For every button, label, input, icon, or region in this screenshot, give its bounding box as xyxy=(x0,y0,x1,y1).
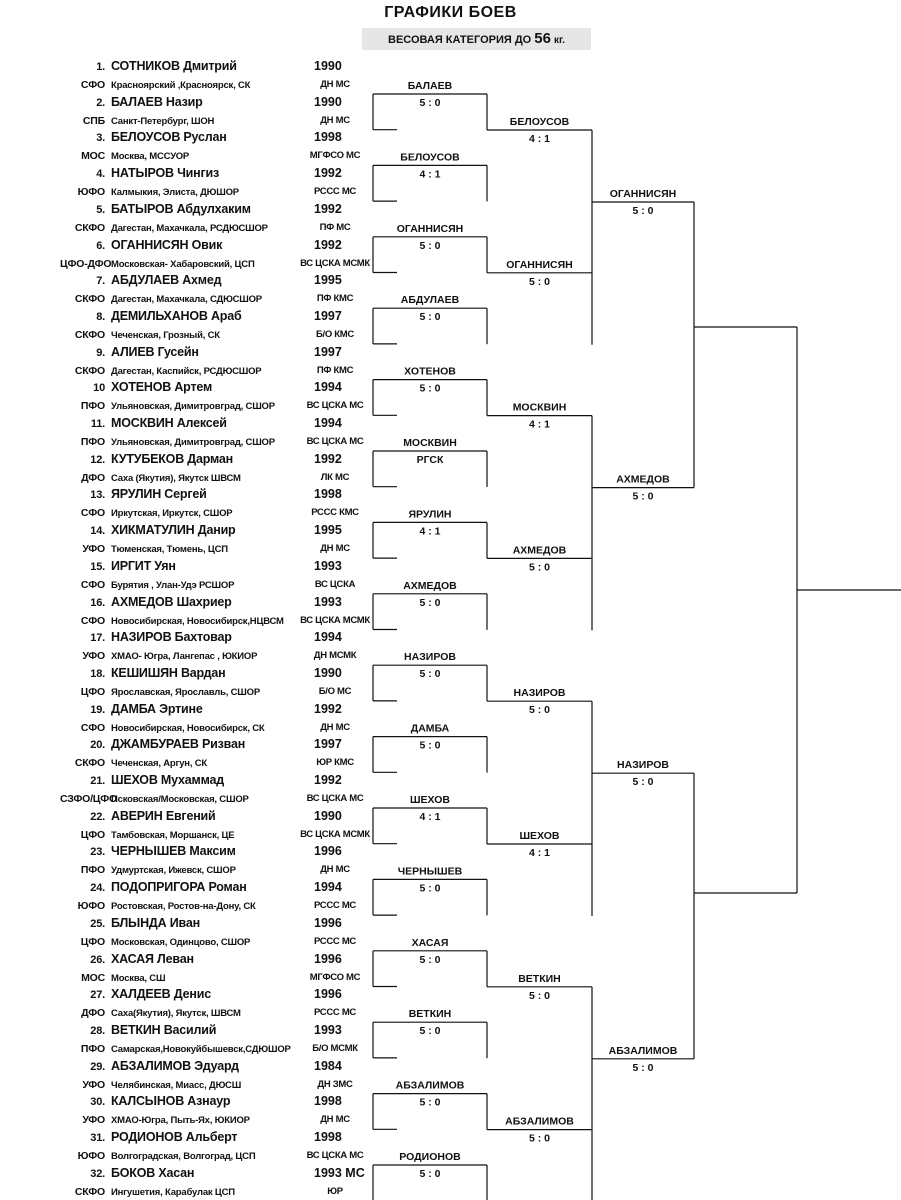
round3-score: 5 : 0 xyxy=(632,490,654,503)
round2-score: 4 : 1 xyxy=(528,847,551,859)
fighter-rank: РССС МС xyxy=(314,935,356,947)
weight-category-unit: кг. xyxy=(554,35,565,46)
fighter-club: ХМАО-Югра, Пыть-Ях, ЮКИОР xyxy=(111,1115,250,1127)
fighter-number: 20. xyxy=(90,739,105,752)
fighter-rank: ВС ЦСКА МС xyxy=(306,793,364,804)
fighter-rank: ВС ЦСКА МС xyxy=(306,436,364,447)
fighter-number: 5. xyxy=(96,203,105,216)
round3-winner: ОГАННИСЯН xyxy=(609,188,677,200)
fighter-region: ЦФО xyxy=(80,828,105,841)
fighter-year: 1990 xyxy=(314,665,342,680)
fighter-year: 1990 xyxy=(314,808,342,823)
fighter-fullname: АБДУЛАЕВ Ахмед xyxy=(111,273,222,288)
round1-score: 4 : 1 xyxy=(419,811,441,823)
fighter-year: 1993 xyxy=(314,558,342,573)
fighter-rank: ВС ЦСКА xyxy=(314,578,356,590)
fighter-club: Бурятия , Улан-Удэ РСШОР xyxy=(111,579,235,591)
fighter-fullname: ИРГИТ Уян xyxy=(111,558,176,573)
fighter-year: 1998 xyxy=(314,487,342,502)
fighter-year: 1997 xyxy=(314,344,342,359)
fighter-number: 28. xyxy=(90,1024,105,1037)
fighter-rank: РССС МС xyxy=(314,186,356,198)
fighter-club: Иркутская, Иркутск, СШОР xyxy=(111,508,233,520)
fighter-rank: ДН МС xyxy=(320,79,350,90)
fighter-fullname: БАЛАЕВ Назир xyxy=(111,94,203,109)
fighter-rank: РССС МС xyxy=(314,900,356,912)
fighter-fullname: ДЖАМБУРАЕВ Ризван xyxy=(111,737,246,752)
fighter-number: 26. xyxy=(90,953,105,966)
fighter-year: 1994 xyxy=(314,380,342,395)
fighter-number: 22. xyxy=(90,810,105,823)
fighter-fullname: ЯРУЛИН Сергей xyxy=(111,487,207,502)
round2-winner: ОГАННИСЯН xyxy=(506,258,573,271)
fighter-region: ДФО xyxy=(81,1007,105,1020)
round3-winner: НАЗИРОВ xyxy=(617,759,669,772)
fighter-fullname: ДЕМИЛЬХАНОВ Араб xyxy=(111,308,242,323)
fighter-region: ПФО xyxy=(80,400,105,413)
round1-winner: ЯРУЛИН xyxy=(408,508,452,521)
fighter-year: 1992 xyxy=(314,201,342,216)
fighter-year: 1992 xyxy=(314,237,342,252)
fighter-club: Калмыкия, Элиста, ДЮШОР xyxy=(111,187,239,199)
fighter-rank: ВС ЦСКА МСМК xyxy=(300,614,370,626)
round1-score: 5 : 0 xyxy=(419,382,441,395)
fighter-number: 3. xyxy=(96,132,105,145)
fighter-region: СФО xyxy=(80,721,105,734)
fighter-fullname: РОДИОНОВ Альберт xyxy=(111,1130,238,1144)
fighter-club: Самарская,Новокуйбышевск,СДЮШОР xyxy=(111,1043,291,1055)
fighter-number: 32. xyxy=(90,1167,105,1180)
fighter-rank: ДН МС xyxy=(320,543,350,555)
fighter-rank: МГФСО МС xyxy=(309,971,361,983)
fighter-number: 30. xyxy=(90,1096,105,1109)
round1-winner: АБДУЛАЕВ xyxy=(400,294,460,307)
fighter-number: 24. xyxy=(90,882,105,895)
fighter-club: Дагестан, Махачкала, РСДЮСШОР xyxy=(111,222,268,234)
fighter-rank: Б/О КМС xyxy=(316,328,354,340)
round1-winner: ОГАННИСЯН xyxy=(396,222,464,235)
fighter-fullname: СОТНИКОВ Дмитрий xyxy=(111,59,237,73)
fighter-number: 18. xyxy=(90,667,105,680)
fighter-number: 1. xyxy=(96,61,105,73)
fighter-fullname: БЛЫНДА Иван xyxy=(111,915,200,930)
fighter-region: СФО xyxy=(80,507,105,520)
fighter-number: 13. xyxy=(90,489,105,502)
round1-winner: ВЕТКИН xyxy=(408,1008,452,1021)
fighter-fullname: БАТЫРОВ Абдулхаким xyxy=(111,201,251,216)
round1-winner: ХОТЕНОВ xyxy=(404,365,456,378)
fighter-region: СПБ xyxy=(82,114,105,127)
fighter-region: ЦФО xyxy=(80,685,105,698)
fighter-year: 1992 xyxy=(314,451,342,466)
fighter-number: 6. xyxy=(96,239,105,252)
fighter-year: 1998 xyxy=(314,1094,342,1109)
fighter-number: 31. xyxy=(90,1132,105,1144)
fighter-club: Дагестан, Махачкала, СДЮСШОР xyxy=(111,294,262,306)
fighter-club: ХМАО- Югра, Лангепас , ЮКИОР xyxy=(111,651,258,663)
fighter-fullname: АХМЕДОВ Шахриер xyxy=(111,594,232,609)
fighter-rank: ДН МС xyxy=(320,721,350,733)
fighter-number: 7. xyxy=(96,275,105,288)
round1-score: 4 : 1 xyxy=(419,168,441,181)
fighter-club: Тюменская, Тюмень, ЦСП xyxy=(111,544,228,556)
round1-score: РГСК xyxy=(416,454,444,466)
fighter-number: 25. xyxy=(90,917,105,930)
fighter-year: 1996 xyxy=(314,844,342,859)
fighter-club: Тамбовская, Моршанск, ЦЕ xyxy=(111,829,235,841)
fighter-rank: ДН ЗМС xyxy=(317,1078,353,1090)
round1-score: 5 : 0 xyxy=(419,1168,441,1180)
fighter-region: УФО xyxy=(82,650,105,663)
round1-score: 5 : 0 xyxy=(419,953,441,966)
round2-score: 4 : 1 xyxy=(528,133,551,145)
fighter-fullname: АВЕРИН Евгений xyxy=(111,808,216,823)
round1-winner: РОДИОНОВ xyxy=(399,1151,461,1163)
round1-winner: ЧЕРНЫШЕВ xyxy=(397,865,463,878)
fighter-region: ЮФО xyxy=(77,1150,105,1162)
round1-score: 5 : 0 xyxy=(419,239,441,252)
fighter-number: 12. xyxy=(90,453,105,466)
fighter-year: 1992 xyxy=(314,701,342,716)
round1-score: 4 : 1 xyxy=(419,525,441,538)
fighter-region: СКФО xyxy=(74,757,105,770)
fighter-fullname: НАЗИРОВ Бахтовар xyxy=(111,630,232,645)
fighter-club: Чеченская, Грозный, СК xyxy=(111,329,220,341)
fighter-fullname: ХИКМАТУЛИН Данир xyxy=(111,523,236,538)
fighter-fullname: БЕЛОУСОВ Руслан xyxy=(111,130,227,145)
fighter-fullname: ХАЛДЕЕВ Денис xyxy=(111,987,211,1002)
fighter-number: 23. xyxy=(90,846,105,859)
fighter-region: ЦФО xyxy=(80,935,105,948)
fighter-fullname: ДАМБА Эртине xyxy=(111,701,203,716)
fighter-rank: ДН МС xyxy=(320,114,350,126)
fighter-number: 9. xyxy=(96,346,105,359)
fighter-year: 1998 xyxy=(314,130,342,145)
fighter-club: Чеченская, Аргун, СК xyxy=(111,758,207,770)
fighter-region: УФО xyxy=(82,543,105,556)
fighter-rank: ПФ КМС xyxy=(316,293,354,305)
fighter-club: Дагестан, Каспийск, РСДЮСШОР xyxy=(111,365,262,377)
fighter-fullname: ХАСАЯ Леван xyxy=(111,951,194,966)
fighter-region: ПФО xyxy=(80,436,105,448)
fighter-rank: РССС МС xyxy=(314,1007,356,1019)
weight-category-label: ВЕСОВАЯ КАТЕГОРИЯ ДО xyxy=(388,34,532,46)
fighter-fullname: АБЗАЛИМОВ Эдуард xyxy=(111,1058,239,1073)
fighter-club: Новосибирская, Новосибирск, СК xyxy=(111,722,265,734)
round1-winner: ХАСАЯ xyxy=(411,936,449,949)
fighter-region: СКФО xyxy=(74,364,105,377)
fighter-year: 1997 xyxy=(314,737,342,752)
fighter-region: СКФО xyxy=(74,328,105,341)
round2-score: 5 : 0 xyxy=(528,275,551,288)
fighter-number: 8. xyxy=(96,310,105,323)
fighter-club: Москва, МССУОР xyxy=(111,151,190,163)
fighter-year: 1994 xyxy=(314,416,342,430)
fighter-region: МОС xyxy=(81,971,105,984)
round1-score: 5 : 0 xyxy=(419,311,441,324)
fighter-rank: РССС КМС xyxy=(311,507,359,519)
fighter-year: 1990 xyxy=(314,59,342,73)
fighter-fullname: ПОДОПРИГОРА Роман xyxy=(111,880,247,895)
fighter-rank: ВС ЦСКА МСМК xyxy=(300,257,370,269)
fighter-year: 1995 xyxy=(314,273,342,288)
fighter-region: СКФО xyxy=(74,293,105,306)
round1-winner: БЕЛОУСОВ xyxy=(400,151,460,164)
fighter-year: 1997 xyxy=(314,308,342,323)
round2-score: 5 : 0 xyxy=(528,1132,551,1145)
fighter-year: 1990 xyxy=(314,94,342,109)
fighter-fullname: БОКОВ Хасан xyxy=(111,1165,195,1180)
fighter-club: Удмуртская, Ижевск, СШОР xyxy=(111,865,236,877)
fighter-rank: ЮР xyxy=(327,1185,343,1197)
fighter-fullname: ШЕХОВ Мухаммад xyxy=(111,773,224,787)
fighter-club: Москва, СШ xyxy=(111,972,166,984)
fighter-fullname: МОСКВИН Алексей xyxy=(111,416,227,430)
fighter-club: Новосибирская, Новосибирск,НЦВСМ xyxy=(111,615,284,627)
fighter-year: 1993 МС xyxy=(314,1165,365,1180)
round1-score: 5 : 0 xyxy=(419,97,441,109)
round2-winner: БЕЛОУСОВ xyxy=(509,116,570,128)
fighter-region: ЮФО xyxy=(77,900,105,913)
round1-winner: НАЗИРОВ xyxy=(404,651,456,664)
fighter-rank: ДН МСМК xyxy=(313,650,357,662)
fighter-club: Санкт-Петербург, ШОН xyxy=(111,115,215,127)
fighter-number: 29. xyxy=(90,1060,105,1073)
round3-score: 5 : 0 xyxy=(632,1061,654,1074)
round1-winner: ШЕХОВ xyxy=(409,794,451,806)
fighter-rank: ДН МС xyxy=(320,864,350,876)
fighter-fullname: КАЛСЫНОВ Азнаур xyxy=(111,1094,231,1109)
fighter-region: СФО xyxy=(80,578,105,591)
fighter-year: 1984 xyxy=(314,1058,342,1073)
round1-score: 5 : 0 xyxy=(419,1025,441,1038)
fighter-rank: Б/О МС xyxy=(318,685,352,697)
fighter-rank: ПФ КМС xyxy=(316,364,354,376)
fighter-year: 1998 xyxy=(314,1130,342,1144)
fighter-fullname: ОГАННИСЯН Овик xyxy=(111,237,223,252)
fighter-region: УФО xyxy=(82,1078,105,1091)
fighter-club: Московская- Хабаровский, ЦСП xyxy=(111,258,255,270)
fighter-year: 1993 xyxy=(314,1022,342,1037)
round2-score: 5 : 0 xyxy=(528,989,551,1002)
fighter-rank: ВС ЦСКА МС xyxy=(306,1150,364,1161)
fighter-number: 15. xyxy=(90,560,105,573)
round2-winner: ВЕТКИН xyxy=(518,972,561,985)
round1-winner: МОСКВИН xyxy=(403,437,457,449)
round2-score: 5 : 0 xyxy=(528,704,551,717)
fighter-rank: ВС ЦСКА МСМК xyxy=(300,828,370,840)
round1-score: 5 : 0 xyxy=(419,739,441,752)
fighter-region: СКФО xyxy=(74,1185,105,1198)
round1-winner: ДАМБА xyxy=(410,722,450,735)
fighter-club: Волгоградская, Волгоград, ЦСП xyxy=(111,1151,256,1162)
fighter-region: ЦФО-ДФО xyxy=(60,257,112,270)
fighter-year: 1995 xyxy=(314,523,342,538)
fighter-year: 1992 xyxy=(314,773,342,787)
fighter-region: СКФО xyxy=(74,221,105,234)
page-title: ГРАФИКИ БОЕВ xyxy=(384,4,517,21)
round3-winner: АХМЕДОВ xyxy=(616,473,670,486)
fighter-club: Челябинская, Миасс, ДЮСШ xyxy=(111,1079,242,1091)
fighter-club: Ульяновская, Димитровград, СШОР xyxy=(111,401,275,413)
fighter-year: 1994 xyxy=(314,880,342,895)
fighter-number: 19. xyxy=(90,703,105,716)
fighter-rank: ПФ МС xyxy=(319,221,351,233)
fighter-region: СЗФО/ЦФО xyxy=(60,793,118,805)
fighter-club: Ингушетия, Карабулак ЦСП xyxy=(111,1186,235,1198)
round1-score: 5 : 0 xyxy=(419,882,441,895)
fighter-fullname: КУТУБЕКОВ Дарман xyxy=(111,451,234,466)
fighter-rank: ДН МС xyxy=(320,1114,350,1126)
fighter-year: 1996 xyxy=(314,951,342,966)
fighter-fullname: НАТЫРОВ Чингиз xyxy=(111,166,220,181)
fighter-club: Саха(Якутия), Якутск, ШВСМ xyxy=(111,1008,241,1020)
fighter-number: 10 xyxy=(93,382,105,395)
round2-winner: НАЗИРОВ xyxy=(513,687,566,700)
fighter-region: МОС xyxy=(81,150,105,163)
fighter-rank: ВС ЦСКА МС xyxy=(306,400,364,412)
round1-winner: БАЛАЕВ xyxy=(407,80,453,92)
fighter-region: ЮФО xyxy=(77,186,105,199)
round2-winner: МОСКВИН xyxy=(512,401,567,414)
round2-winner: АБЗАЛИМОВ xyxy=(505,1115,574,1128)
fighter-year: 1992 xyxy=(314,166,342,181)
round1-winner: АХМЕДОВ xyxy=(403,579,457,592)
fighter-club: Псковская/Московская, СШОР xyxy=(111,794,249,805)
fighter-club: Ульяновская, Димитровград, СШОР xyxy=(111,437,275,448)
fighter-fullname: ЧЕРНЫШЕВ Максим xyxy=(111,844,236,859)
fighter-year: 1993 xyxy=(314,594,342,609)
weight-category-value: 56 xyxy=(534,30,551,47)
fighter-rank: МГФСО МС xyxy=(309,150,361,162)
fighter-region: УФО xyxy=(82,1114,105,1127)
fighter-number: 21. xyxy=(90,775,105,787)
fighter-region: ПФО xyxy=(80,864,105,877)
fighter-year: 1996 xyxy=(314,915,342,930)
fighter-fullname: ХОТЕНОВ Артем xyxy=(111,380,213,395)
round1-score: 5 : 0 xyxy=(419,668,441,681)
fighter-number: 16. xyxy=(90,596,105,609)
fighter-year: 1994 xyxy=(314,630,342,645)
fighter-region: ПФО xyxy=(80,1042,105,1055)
round2-score: 4 : 1 xyxy=(528,418,551,431)
fighter-number: 27. xyxy=(90,989,105,1002)
fighter-fullname: АЛИЕВ Гусейн xyxy=(111,344,199,359)
fighter-region: СФО xyxy=(80,79,105,91)
fighter-fullname: КЕШИШЯН Вардан xyxy=(111,665,226,680)
fighter-year: 1996 xyxy=(314,987,342,1002)
fighter-club: Красноярский ,Красноярск, СК xyxy=(111,80,251,91)
round1-winner: АБЗАЛИМОВ xyxy=(395,1079,465,1092)
fighter-rank: ЛК МС xyxy=(320,471,350,483)
fighter-club: Московская, Одинцово, СШОР xyxy=(111,936,251,948)
fighter-rank: ЮР КМС xyxy=(316,757,354,769)
round3-winner: АБЗАЛИМОВ xyxy=(608,1044,678,1057)
fighter-club: Ростовская, Ростов-на-Дону, СК xyxy=(111,901,256,913)
round2-winner: АХМЕДОВ xyxy=(512,544,567,557)
fighter-number: 2. xyxy=(96,96,105,109)
fighter-fullname: ВЕТКИН Василий xyxy=(111,1022,217,1037)
fighter-region: ДФО xyxy=(81,471,105,484)
fighter-number: 11. xyxy=(90,418,105,430)
round2-score: 5 : 0 xyxy=(528,561,551,574)
fighter-number: 17. xyxy=(90,632,105,645)
round2-winner: ШЕХОВ xyxy=(519,830,560,842)
fighter-region: СФО xyxy=(80,614,105,627)
fighter-number: 14. xyxy=(90,525,105,538)
fighter-rank: Б/О МСМК xyxy=(312,1042,358,1054)
round3-score: 5 : 0 xyxy=(632,776,654,789)
fighter-club: Саха (Якутия), Якутск ШВСМ xyxy=(111,472,241,484)
fighter-number: 4. xyxy=(96,168,105,181)
fighter-club: Ярославская, Ярославль, СШОР xyxy=(111,686,260,698)
round1-score: 5 : 0 xyxy=(419,596,441,609)
round3-score: 5 : 0 xyxy=(632,205,654,217)
round1-score: 5 : 0 xyxy=(419,1096,441,1109)
